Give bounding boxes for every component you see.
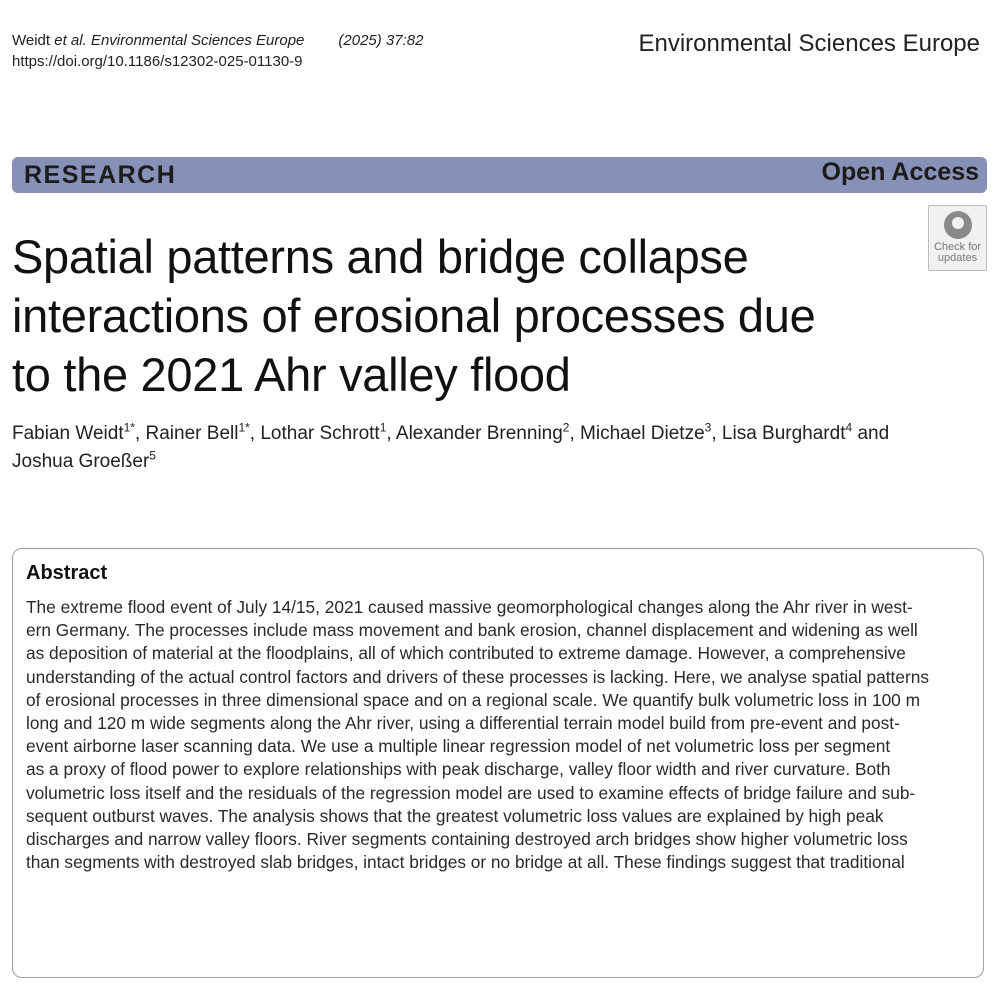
author[interactable]	[260, 420, 387, 444]
article-type-banner	[12, 157, 987, 193]
author-separator: ,	[249, 423, 261, 444]
citation-first-author: Weidt	[12, 32, 55, 49]
abstract-line: of erosional processes in three dimensional space and on a regional scale. We quantify bulk volumetric loss in 100 m	[26, 689, 920, 710]
abstract-heading: Abstract	[26, 562, 108, 584]
check-for-updates-button[interactable]	[928, 205, 987, 271]
title-line: interactions of erosional processes due	[12, 289, 816, 342]
journal-name: Environmental Sciences Europe	[638, 30, 980, 57]
abstract-line: long and 120 m wide segments along the Ahr river, using a differential terrain model build from pre-event and post-	[26, 713, 900, 734]
author-affiliation: 5	[149, 448, 156, 463]
citation-journal: et al. Environmental Sciences Europe	[54, 32, 305, 49]
author-separator: ,	[386, 423, 396, 444]
author[interactable]	[721, 420, 853, 444]
title-line: Spatial patterns and bridge collapse	[12, 230, 749, 283]
author-affiliation: 1*	[123, 420, 135, 435]
author-name: Fabian Weidt	[12, 423, 124, 444]
author-name: Lisa Burghardt	[721, 423, 846, 444]
abstract-line: than segments with destroyed slab bridges, intact bridges or no bridge at all. These findings suggest that traditional	[26, 852, 905, 873]
check-for-updates-line2: updates	[937, 252, 978, 264]
author-affiliation: 4	[845, 420, 853, 435]
author-affiliation: 1	[379, 420, 387, 435]
author-separator: ,	[134, 423, 146, 444]
check-for-updates-line1: Check for	[933, 241, 982, 253]
author[interactable]	[580, 420, 712, 444]
abstract-line: event airborne laser scanning data. We use a multiple linear regression model of net volumetric loss per segment	[26, 736, 891, 757]
section-label: RESEARCH	[24, 161, 177, 189]
abstract-line: as deposition of material at the floodplains, all of which contributed to extreme damage. However, a comprehensive	[26, 643, 906, 664]
author-affiliation: 2	[562, 420, 570, 435]
author-separator: and	[852, 423, 890, 444]
abstract-box	[12, 548, 984, 978]
abstract-line: as a proxy of flood power to explore relationships with peak discharge, valley floor width and river curvature. Both	[26, 759, 891, 780]
author[interactable]	[145, 420, 250, 444]
abstract-line: sequent outburst waves. The analysis shows that the greatest volumetric loss values are explained by high peak	[26, 805, 884, 826]
citation-header	[12, 30, 423, 72]
author[interactable]	[12, 448, 156, 472]
abstract-line: The extreme flood event of July 14/15, 2021 caused massive geomorphological changes along the Ahr river in west-	[26, 597, 913, 617]
author-separator: ,	[569, 423, 581, 444]
abstract-body	[26, 596, 971, 874]
author-affiliation: 1*	[238, 420, 250, 435]
abstract-line: understanding of the actual control factors and drivers of these processes is lacking. Here, we analyse spatial patterns	[26, 666, 929, 687]
citation-authors	[12, 30, 304, 51]
author-list	[12, 420, 972, 476]
author[interactable]	[12, 420, 135, 444]
author-affiliation: 3	[704, 420, 712, 435]
author-name: Lothar Schrott	[260, 423, 380, 444]
doi-link[interactable]: https://doi.org/10.1186/s12302-025-01130-9	[12, 53, 303, 70]
check-for-updates-icon	[944, 211, 972, 239]
abstract-line: volumetric loss itself and the residuals of the regression model are used to examine effects of bridge failure and sub-	[26, 782, 916, 803]
check-for-updates-label	[929, 242, 986, 264]
citation-line	[12, 30, 423, 51]
abstract-line: discharges and narrow valley floors. River segments containing destroyed arch bridges show higher volumetric loss	[26, 829, 908, 850]
author-name: Joshua Groeßer	[12, 451, 150, 472]
abstract-line: ern Germany. The processes include mass movement and bank erosion, channel displacement and widening as well	[26, 620, 918, 641]
open-access-label: Open Access	[821, 158, 979, 186]
author-name: Rainer Bell	[145, 423, 239, 444]
author-name: Alexander Brenning	[395, 423, 563, 444]
author-name: Michael Dietze	[580, 423, 705, 444]
citation-issue: (2025) 37:82	[338, 32, 424, 49]
title-line: to the 2021 Ahr valley flood	[12, 348, 571, 401]
author-separator: ,	[711, 423, 722, 444]
author[interactable]	[395, 420, 570, 444]
article-title	[12, 227, 892, 404]
